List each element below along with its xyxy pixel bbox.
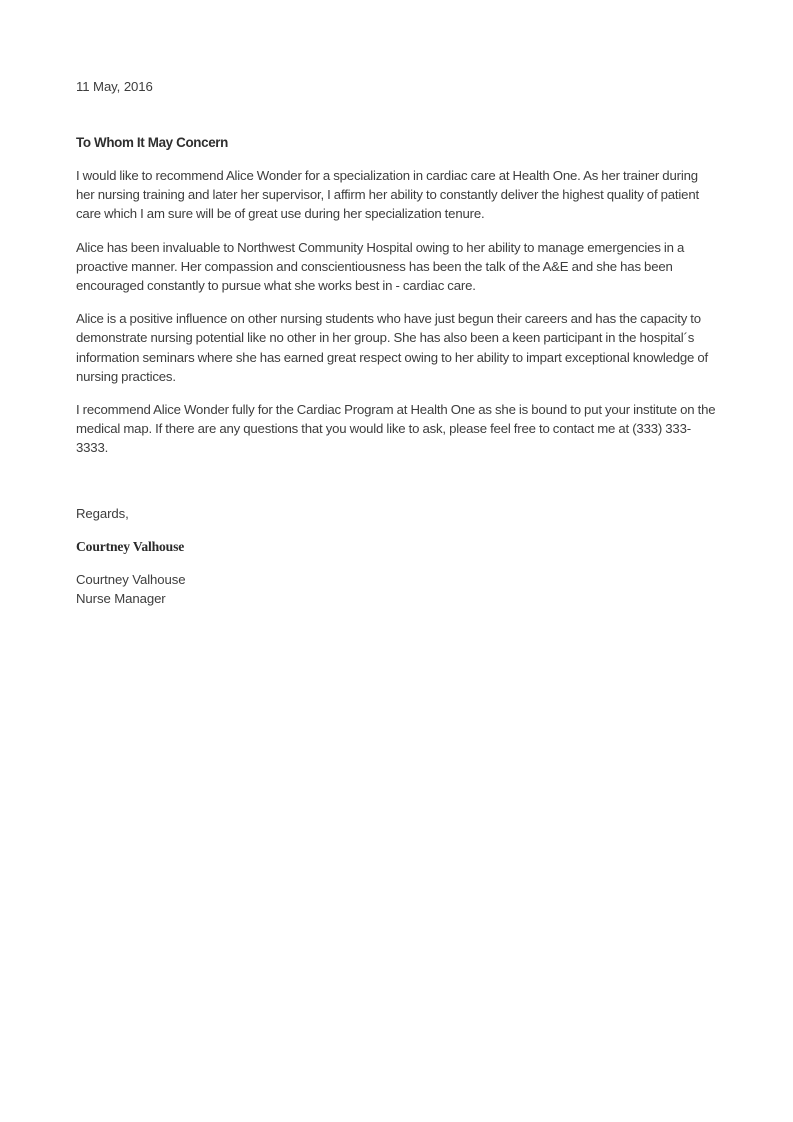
letter-content [76,78,716,608]
signer-details [76,570,716,608]
signer-title: Nurse Manager [76,590,166,606]
letter-closing-block [76,504,716,608]
letter-salutation: To Whom It May Concern [76,135,228,150]
letter-date: 11 May, 2016 [76,79,153,94]
letter-paragraph-4: I recommend Alice Wonder fully for the Cardiac Program at Health One as she is bound to put your institute on the medical map. If there are any questions that you would like to ask, please feel free to contact me at (333) 333-3333. [76,402,716,456]
signature-line: Courtney Valhouse [76,538,185,554]
letter-paragraph-2: Alice has been invaluable to Northwest Community Hospital owing to her ability to manage emergencies in a proactive manner. Her compassion and conscientiousness has been the talk of the A&E and she has been encouraged constantly to pursue what she works best in - cardiac care. [76,239,685,294]
letter-paragraph-3: Alice is a positive influence on other nursing students who have just begun their careers and has the capacity to demonstrate nursing potential like no other in her group. She has also been a keen participant in the hospital´s information seminars where she has earned great respect owing to her ability to impart exceptional knowledge of nursing practices. [76,311,709,384]
signer-name: Courtney Valhouse [76,571,186,587]
closing-salutation: Regards, [76,505,129,521]
letter-paragraph-1: I would like to recommend Alice Wonder for a specialization in cardiac care at Health One. As her trainer during her nursing training and later her supervisor, I affirm her ability to constantly deliver the highest quality of patient care which I am sure will be of great use during her specialization tenure. [76,168,699,222]
